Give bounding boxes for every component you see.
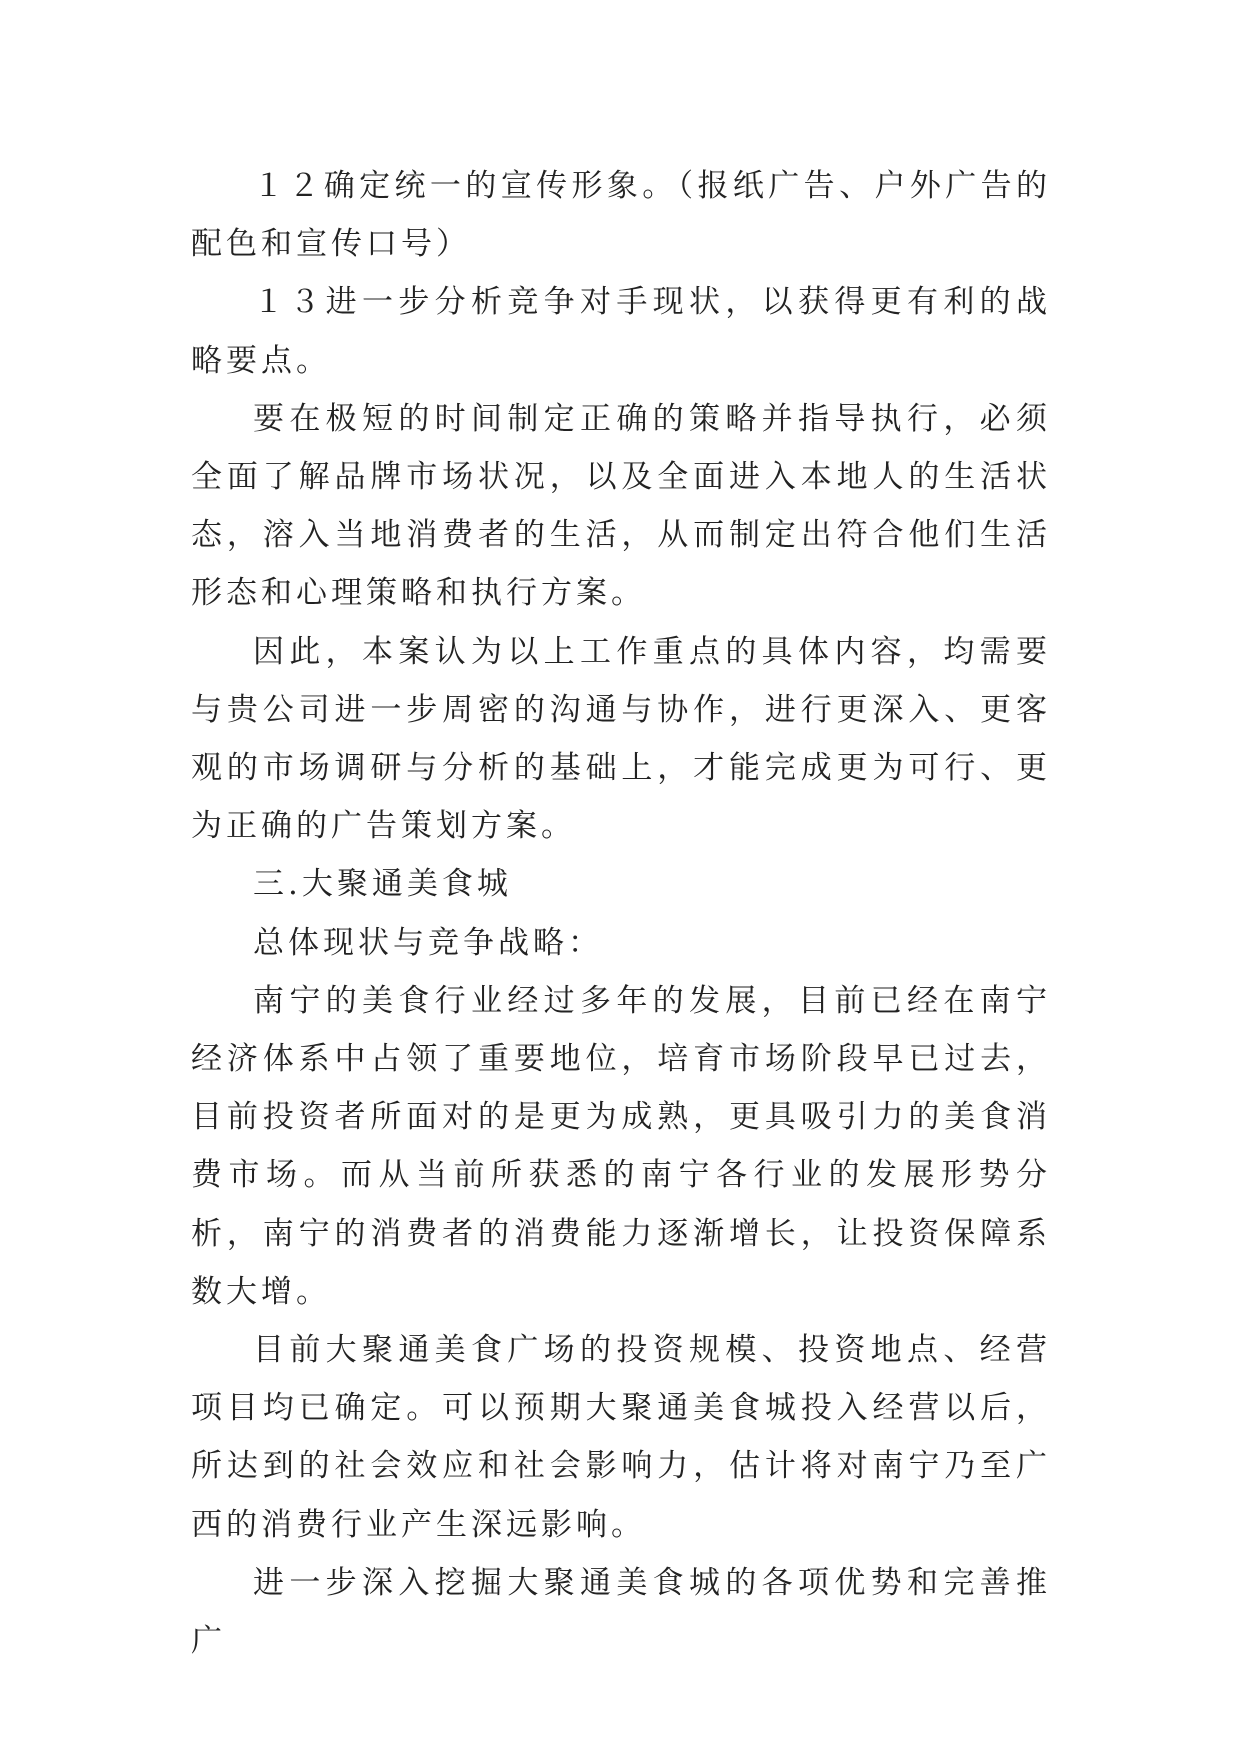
section-heading: 三.大聚通美食城	[253, 866, 512, 903]
paragraph-item-12: １２确定统一的宣传形象。（报纸广告、户外广告的配色和宣传口号）	[191, 168, 1051, 263]
subsection-heading: 总体现状与竞争战略：	[253, 924, 603, 961]
paragraph-conclusion: 因此，本案认为以上工作重点的具体内容，均需要与贵公司进一步周密的沟通与协作，进行更深入、更客观的市场调研与分析的基础上，才能完成更为可行、更为正确的广告策划方案。	[191, 633, 1051, 845]
paragraph-investment: 目前大聚通美食广场的投资规模、投资地点、经营项目均已确定。可以预期大聚通美食城投入经营以后，所达到的社会效应和社会影响力，估计将对南宁乃至广西的消费行业产生深远影响。	[191, 1332, 1051, 1543]
paragraph-market: 南宁的美食行业经过多年的发展，目前已经在南宁经济体系中占领了重要地位，培育市场阶段早已过去，目前投资者所面对的是更为成熟，更具吸引力的美食消费市场。而从当前所获悉的南宁各行业的发展形势分析，南宁的消费者的消费能力逐渐增长，让投资保障系数大增。	[191, 982, 1051, 1310]
document-body	[191, 157, 1051, 1670]
paragraph-item-13: １３进一步分析竞争对手现状，以获得更有利的战略要点。	[191, 284, 1051, 379]
paragraph-continuation: 进一步深入挖掘大聚通美食城的各项优势和完善推广	[191, 1564, 1051, 1660]
paragraph-strategy: 要在极短的时间制定正确的策略并指导执行，必须全面了解品牌市场状况，以及全面进入本地人的生活状态，溶入当地消费者的生活，从而制定出符合他们生活形态和心理策略和执行方案。	[191, 400, 1051, 612]
